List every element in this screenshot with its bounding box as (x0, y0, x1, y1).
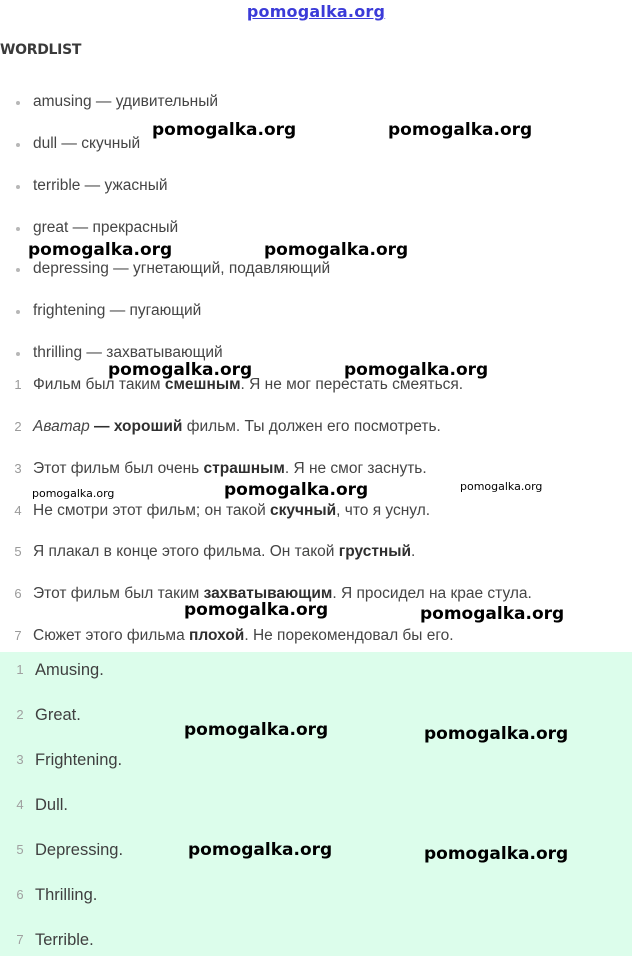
item-number: 3 (16, 752, 24, 767)
sentence-text (33, 418, 441, 436)
item-number: 7 (16, 932, 24, 947)
answer-text: Thrilling. (35, 886, 98, 904)
text-run: Сюжет этого фильма (33, 627, 189, 644)
item-number: 5 (16, 842, 24, 857)
bold-phrase: захватывающим (203, 585, 333, 602)
bold-phrase: смешным (164, 376, 241, 393)
item-number: 6 (16, 887, 24, 902)
text-run: Я плакал в конце этого фильма. Он такой (33, 543, 339, 560)
answer-text: Terrible. (35, 931, 94, 949)
item-number: 2 (16, 707, 24, 722)
watermark: pomogalka.org (28, 240, 173, 260)
bold-phrase: хороший (113, 418, 183, 435)
text-run: . Я не мог перестать смеяться. (240, 376, 464, 393)
sentence-text (33, 627, 454, 645)
sentence-text (33, 502, 430, 520)
answers-panel (0, 652, 632, 956)
watermark: pomogalka.org (460, 480, 543, 493)
watermark: pomogalka.org (264, 240, 409, 260)
text-run: Этот фильм был таким (33, 585, 204, 602)
text-run: Этот фильм был очень (33, 460, 204, 477)
wordlist-item-text: depressing — угнетающий, подавляющий (33, 260, 331, 277)
site-header-link[interactable]: pomogalka.org (246, 2, 386, 21)
watermark: pomogalka.org (224, 480, 369, 500)
text-run: , что я уснул. (336, 502, 431, 519)
answer-text: Dull. (35, 796, 69, 814)
bold-phrase: плохой (189, 627, 245, 644)
bullet-icon (16, 227, 20, 231)
answer-text: Frightening. (35, 751, 123, 769)
item-number: 5 (14, 544, 22, 559)
item-number: 3 (14, 461, 22, 476)
text-run: . Я не смог заснуть. (284, 460, 427, 477)
watermark: pomogalka.org (184, 720, 329, 740)
answer-text: Depressing. (35, 841, 124, 859)
text-run: . Не порекомендовал бы его. (244, 627, 454, 644)
watermark: pomogalka.org (184, 600, 329, 620)
item-number: 1 (14, 377, 22, 392)
wordlist-item-text: terrible — ужасный (33, 177, 168, 194)
watermark: pomogalka.org (32, 487, 115, 500)
item-number: 6 (14, 586, 22, 601)
bold-phrase: страшным (203, 460, 285, 477)
text-run: . Я просидел на крае стула. (332, 585, 532, 602)
text-run: Не смотри этот фильм; он такой (33, 502, 271, 519)
answer-text: Great. (35, 706, 81, 724)
bold-phrase: скучный (270, 502, 337, 519)
bullet-icon (16, 185, 20, 189)
bullet-icon (16, 352, 20, 356)
item-number: 7 (14, 628, 22, 643)
answer-text: Amusing. (35, 661, 104, 679)
watermark: pomogalka.org (420, 604, 565, 624)
wordlist-item-text: dull — скучный (33, 135, 141, 152)
item-number: 4 (14, 503, 22, 518)
wordlist-item-text: thrilling — захватывающий (33, 344, 223, 361)
wordlist-item-text: frightening — пугающий (33, 302, 202, 319)
italic-phrase: Аватар (33, 418, 90, 435)
watermark: pomogalka.org (344, 360, 489, 380)
watermark: pomogalka.org (424, 724, 569, 744)
sentence-text (33, 460, 427, 478)
wordlist-item-text: amusing — удивительный (33, 93, 219, 110)
bullet-icon (16, 143, 20, 147)
text-run: . (411, 543, 416, 560)
watermark: pomogalka.org (424, 844, 569, 864)
watermark: pomogalka.org (188, 840, 333, 860)
item-number: 1 (16, 662, 24, 677)
wordlist-heading: WORDLIST (0, 42, 82, 58)
text-run: Фильм был таким (33, 376, 165, 393)
bold-phrase: — (89, 418, 114, 435)
bold-phrase: грустный (338, 543, 412, 560)
item-number: 4 (16, 797, 24, 812)
bullet-icon (16, 310, 20, 314)
wordlist-item-text: great — прекрасный (33, 219, 179, 236)
watermark: pomogalka.org (388, 120, 533, 140)
bullet-icon (16, 268, 20, 272)
item-number: 2 (14, 419, 22, 434)
watermark: pomogalka.org (108, 360, 253, 380)
watermark: pomogalka.org (152, 120, 297, 140)
sentence-text (33, 543, 415, 561)
bullet-icon (16, 101, 20, 105)
text-run: фильм. Ты должен его посмотреть. (182, 418, 441, 435)
